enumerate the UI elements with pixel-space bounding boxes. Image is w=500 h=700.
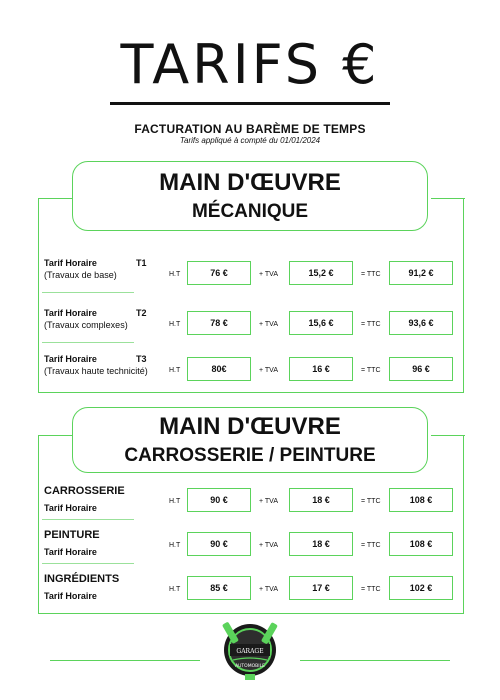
label-divider (42, 519, 134, 520)
mecanique-header (72, 161, 428, 231)
page-subtitle: FACTURATION AU BARÈME DE TEMPS (134, 122, 366, 136)
tva-amount-box: 16 € (289, 357, 353, 381)
rate-name: Tarif Horaire (44, 354, 97, 364)
rate-name: PEINTURE (44, 529, 100, 541)
ht-label: H.T (169, 271, 181, 278)
row-label (44, 258, 172, 280)
mecanique-row-t3 (39, 352, 463, 388)
price-ttc-box: 93,6 € (389, 311, 453, 335)
title-underline (110, 102, 390, 105)
ttc-label: = TTC (361, 367, 381, 374)
mecanique-row-t2 (39, 306, 463, 342)
ttc-label: = TTC (361, 542, 381, 549)
price-ttc-box: 108 € (389, 532, 453, 556)
ttc-label: = TTC (361, 586, 381, 593)
price-ttc-box: 108 € (389, 488, 453, 512)
header-line2: MÉCANIQUE (191, 201, 309, 222)
label-divider (42, 342, 134, 343)
tva-label: + TVA (259, 498, 279, 505)
price-ttc-box: 91,2 € (389, 261, 453, 285)
logo-text-automobile: AUTOMOBILE (235, 664, 265, 669)
footer-rule-right (300, 660, 450, 661)
footer-rule-left (50, 660, 200, 661)
header-line1: MAIN D'ŒUVRE (159, 169, 341, 196)
tva-amount-box: 17 € (289, 576, 353, 600)
effective-date-note: Tarifs appliqué à compté du 01/01/2024 (179, 136, 321, 145)
price-ttc-box: 96 € (389, 357, 453, 381)
peinture-row (39, 527, 463, 563)
ttc-label: = TTC (361, 498, 381, 505)
rate-code: T2 (136, 308, 147, 318)
row-label (44, 485, 172, 513)
row-label (44, 308, 172, 330)
rate-sub: Tarif Horaire (44, 503, 97, 513)
rate-sub: Tarif Horaire (44, 591, 97, 601)
price-ht-box: 80€ (187, 357, 251, 381)
ht-label: H.T (169, 542, 181, 549)
rate-name: Tarif Horaire (44, 308, 97, 318)
price-ht-box: 90 € (187, 532, 251, 556)
mecanique-row-t1 (39, 256, 463, 292)
page-title: TARIFS € (120, 33, 380, 96)
tva-label: + TVA (259, 321, 279, 328)
price-ht-box: 78 € (187, 311, 251, 335)
rate-description: (Travaux complexes) (44, 320, 128, 330)
rate-code: T3 (136, 354, 147, 364)
ht-label: H.T (169, 498, 181, 505)
ttc-label: = TTC (361, 321, 381, 328)
header-line1: MAIN D'ŒUVRE (159, 413, 341, 440)
label-divider (42, 292, 134, 293)
price-ht-box: 90 € (187, 488, 251, 512)
ht-label: H.T (169, 321, 181, 328)
rate-sub: Tarif Horaire (44, 547, 97, 557)
tva-label: + TVA (259, 271, 279, 278)
ttc-label: = TTC (361, 271, 381, 278)
rate-name: CARROSSERIE (44, 485, 125, 497)
tva-amount-box: 15,2 € (289, 261, 353, 285)
tva-amount-box: 18 € (289, 488, 353, 512)
tva-label: + TVA (259, 586, 279, 593)
row-label (44, 573, 172, 601)
tva-label: + TVA (259, 542, 279, 549)
carrosserie-row (39, 483, 463, 519)
tva-amount-box: 18 € (289, 532, 353, 556)
tva-label: + TVA (259, 367, 279, 374)
price-ht-box: 85 € (187, 576, 251, 600)
label-divider (42, 563, 134, 564)
rate-name: INGRÉDIENTS (44, 573, 120, 585)
ht-label: H.T (169, 586, 181, 593)
rate-description: (Travaux haute technicité) (44, 366, 148, 376)
tva-amount-box: 15,6 € (289, 311, 353, 335)
ingredients-row (39, 571, 463, 607)
price-ht-box: 76 € (187, 261, 251, 285)
row-label (44, 529, 172, 557)
rate-description: (Travaux de base) (44, 270, 117, 280)
row-label (44, 354, 172, 376)
carrosserie-header (72, 407, 428, 473)
garage-logo-icon (221, 616, 279, 684)
ht-label: H.T (169, 367, 181, 374)
header-line2: CARROSSERIE / PEINTURE (124, 445, 376, 466)
price-ttc-box: 102 € (389, 576, 453, 600)
rate-name: Tarif Horaire (44, 258, 97, 268)
rate-code: T1 (136, 258, 147, 268)
logo-text-garage: GARAGE (236, 648, 264, 655)
